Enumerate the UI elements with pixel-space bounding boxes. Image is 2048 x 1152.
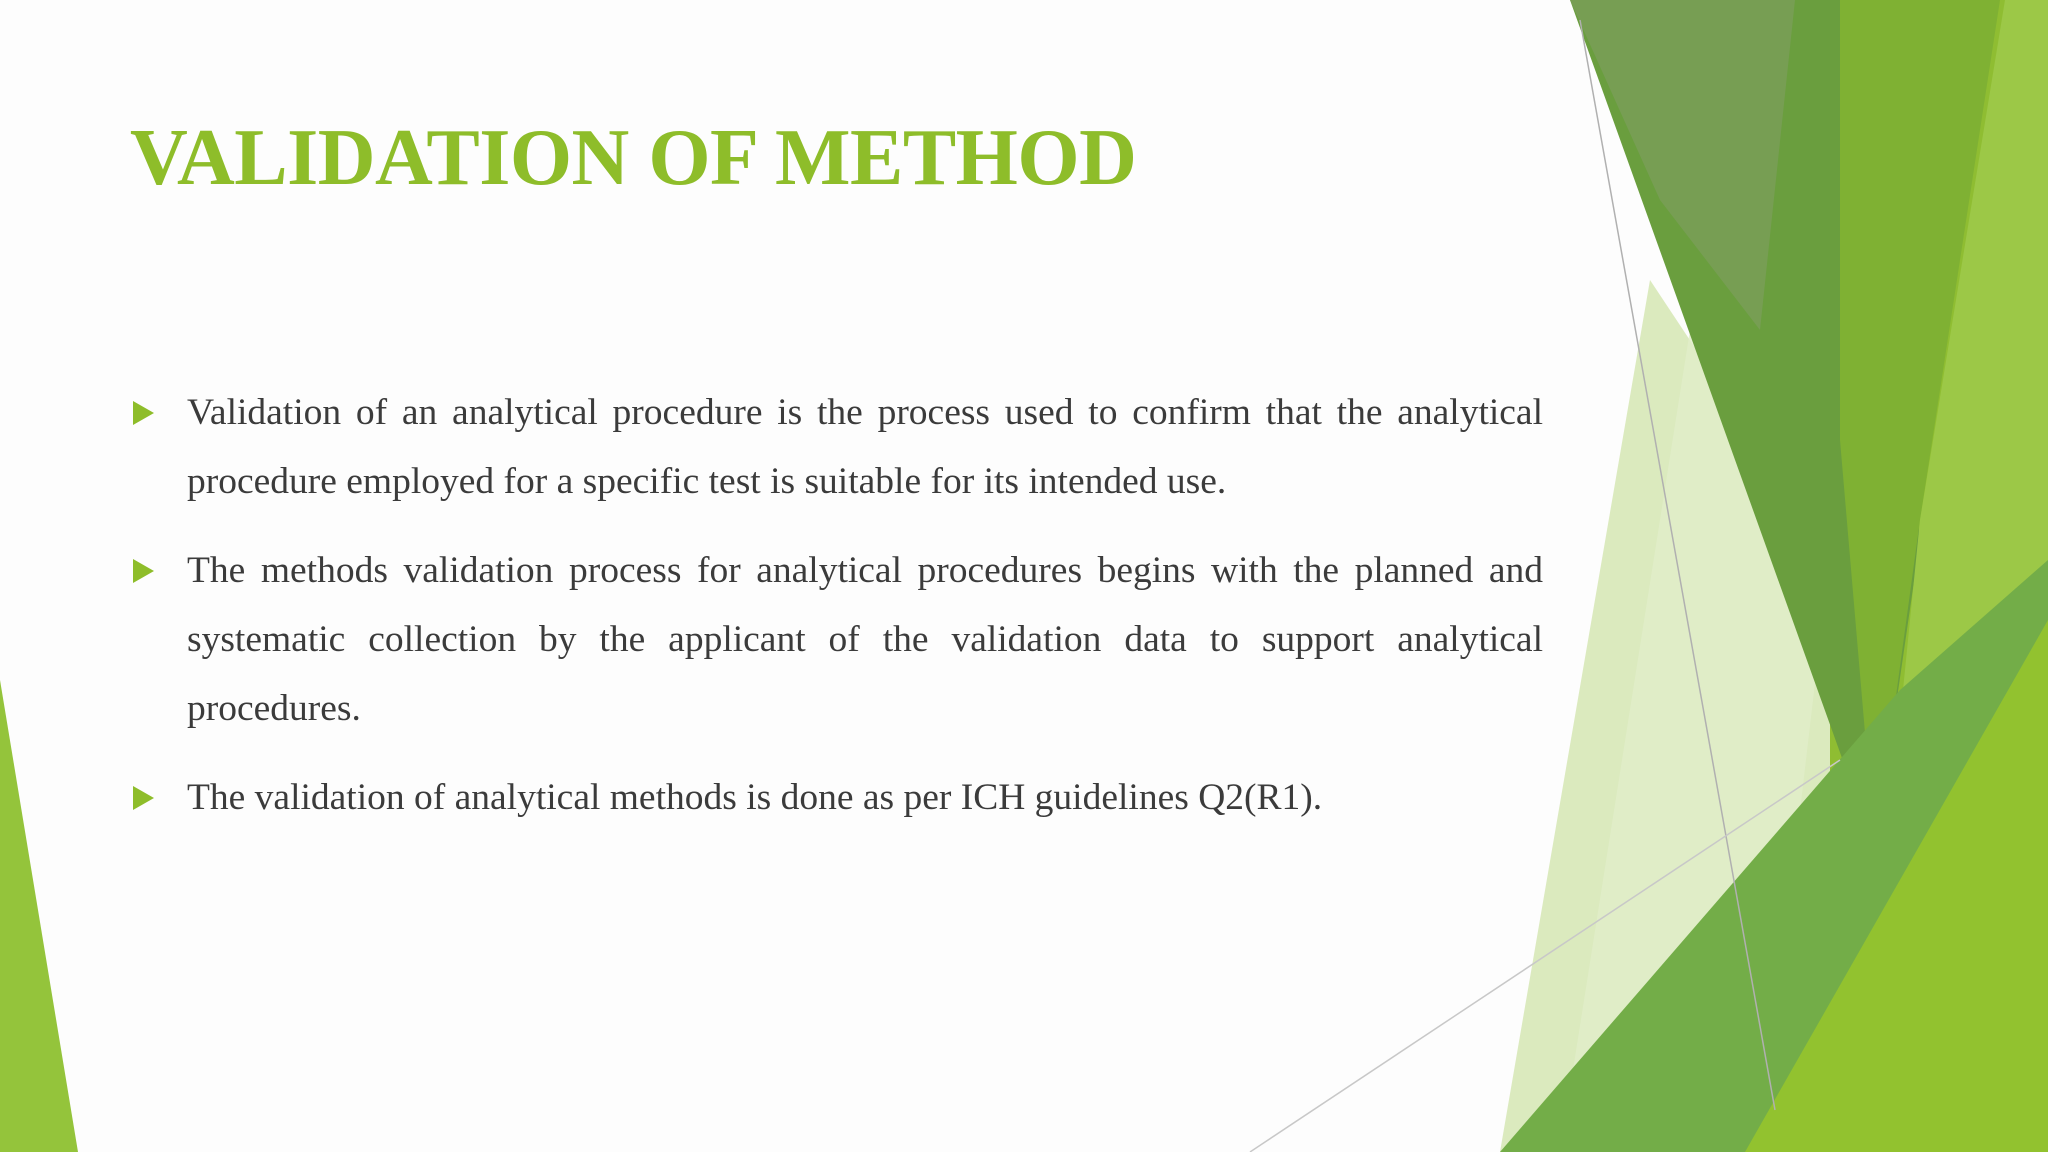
left-edge-shape — [0, 680, 78, 1152]
bullet-text: The validation of analytical methods is done as per ICH guidelines Q2(R1). — [187, 777, 1323, 818]
bullet-item — [130, 763, 1543, 832]
bullet-text: Validation of an analytical procedure is the process used to confirm that the analytical procedure employed for a specific test is suitable for its intended use. — [187, 392, 1543, 502]
bullet-item — [130, 378, 1543, 516]
triangle-right-bullet-icon — [133, 559, 154, 583]
triangle-right-bullet-icon — [133, 786, 154, 810]
bullet-item — [130, 536, 1543, 743]
bullet-list — [130, 378, 1543, 852]
slide-title: VALIDATION OF METHOD — [130, 114, 1137, 202]
triangle-right-bullet-icon — [133, 401, 154, 425]
bullet-text: The methods validation process for analytical procedures begins with the planned and systematic collection by the applicant of the validation data to support analytical procedures. — [187, 550, 1543, 729]
